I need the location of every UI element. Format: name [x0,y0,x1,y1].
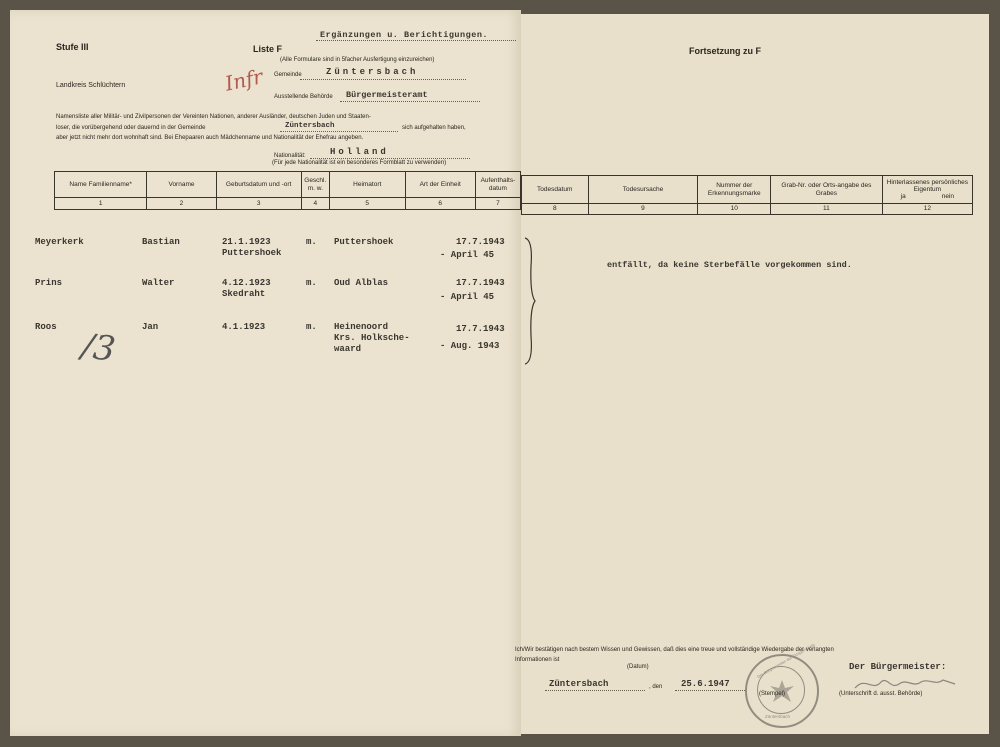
nationalitaet-note: (Für jede Nationalität ist ein besonderes Formblatt zu verwenden) [272,160,447,166]
behoerde-value: Bürgermeisteramt [346,90,428,100]
row-heimatort: Heinenoord [334,322,389,332]
row-geburtsdatum: 21.1.1923 [222,237,271,247]
row-heimatort: Puttershoek [334,237,394,247]
nationalitaet-value: Holland [330,147,389,157]
stufe-label: Stufe III [56,42,89,52]
stempel-label: (Stempel) [759,691,786,697]
pencil-page-mark: /3 [79,325,118,371]
gemeinde-line [300,79,466,80]
row-vorname: Bastian [142,237,180,247]
row-aufenthalt-start: 17.7.1943 [456,324,505,334]
col-number: 11 [771,204,883,215]
gemeinde-value: Züntersbach [326,67,419,77]
right-header-table [521,175,973,215]
col-header-erkennungsmarke: Nummer der Erkennungsmarke [698,176,771,204]
nationalitaet-line [310,158,470,159]
row-geburtsdatum: 4.1.1923 [222,322,266,332]
row-heimatort-line2: Krs. Holksche- [334,333,410,343]
red-pencil-mark: Infr [222,64,265,96]
signer-title: Der Bürgermeister: [849,662,947,672]
col-header-todesdatum: Todesdatum [522,176,589,204]
confirm-line-2: Informationen ist [515,657,560,663]
col-number: 9 [588,204,698,215]
heading-underline [316,40,516,41]
ort-value: Züntersbach [549,679,609,689]
liste-label: Liste F [253,44,283,54]
left-header-table [54,171,521,210]
col-header-einheit: Art der Einheit [405,172,475,198]
col-number: 6 [405,198,475,210]
col-number: 12 [882,204,972,215]
nein-label: nein [941,192,954,200]
behoerde-label: Ausstellende Behörde [274,94,333,100]
col-header-name: Name Familienname* [55,172,147,198]
formular-note: (Alle Formulare sind in 5facher Ausfertigung einzureichen) [280,57,435,63]
stamp-text-top: Der Bürgermeister der Ortsgemeinde [756,641,816,680]
col-number: 3 [216,198,301,210]
col-header-geschlecht: Geschl. m. w. [301,172,329,198]
row-aufenthalt-end: - April 45 [440,292,495,302]
intro-gemeinde-line [280,131,398,132]
eigentum-label: Hinterlassenes persönliches Eigentum [886,178,968,193]
right-page [515,14,989,734]
col-number: 8 [522,204,589,215]
intro-line-2c: sich aufgehalten haben, [402,125,466,131]
row-geburtsdatum: 4.12.1923 [222,278,271,288]
row-heimatort-line3: waard [334,344,362,354]
row-name: Prins [35,278,63,288]
ja-nein-row [883,193,972,200]
col-header-grab: Grab-Nr. oder Orts-angabe des Grabes [771,176,883,204]
gemeinde-label: Gemeinde [274,72,302,78]
intro-line-3: aber jetzt nicht mehr dort wohnhaft sind. Bei Ehepaaren auch Mädchenname und Nationalität der Ehefrau angeben. [56,135,364,141]
ort-line [545,690,645,691]
row-geschlecht: m. [306,322,317,332]
row-name: Meyerkerk [35,237,84,247]
nationalitaet-label: Nationalität: [274,153,306,159]
row-aufenthalt-end: - April 45 [440,250,495,260]
datum-line [675,690,745,691]
row-aufenthalt-end: - Aug. 1943 [440,341,500,351]
col-header-heimatort: Heimatort [329,172,405,198]
datum-value: 25.6.1947 [681,679,730,689]
signature-label: (Unterschrift d. ausst. Behörde) [839,691,923,697]
row-name: Roos [35,322,57,332]
col-header-eigentum [882,176,972,204]
confirm-line-1: Ich/Wir bestätigen nach bestem Wissen und Gewissen, daß dies eine treue und vollständige Wiedergabe der verlangten [515,647,834,653]
row-aufenthalt-start: 17.7.1943 [456,278,505,288]
entfaellt-note: entfällt, da keine Sterbefälle vorgekommen sind. [607,260,852,270]
col-header-vorname: Vorname [147,172,216,198]
row-vorname: Walter [142,278,175,288]
col-header-aufenthalt: Aufenthalts-datum [475,172,520,198]
row-heimatort: Oud Alblas [334,278,389,288]
row-geschlecht: m. [306,278,317,288]
row-geburtsort: Puttershoek [222,248,282,258]
col-header-geburt: Geburtsdatum und -ort [216,172,301,198]
stamp-text-bottom: Züntersbach [765,714,791,719]
row-aufenthalt-start: 17.7.1943 [456,237,505,247]
col-number: 2 [147,198,216,210]
col-number: 10 [698,204,771,215]
row-geschlecht: m. [306,237,317,247]
col-header-todesursache: Todesursache [588,176,698,204]
col-number: 4 [301,198,329,210]
col-number: 1 [55,198,147,210]
row-geburtsort: Skedraht [222,289,266,299]
grouping-brace [521,236,537,366]
ergaenzung-heading: Ergänzungen u. Berichtigungen. [320,30,489,40]
col-number: 7 [475,198,520,210]
row-vorname: Jan [142,322,159,332]
den-label: , den [649,684,663,690]
ja-label: ja [900,192,906,200]
behoerde-line [340,101,480,102]
intro-gemeinde-value: Züntersbach [285,122,335,130]
fortsetzung-title: Fortsetzung zu F [689,46,761,56]
col-number: 5 [329,198,405,210]
landkreis-label: Landkreis Schlüchtern [56,82,126,89]
intro-line-2a: loser, die vorübergehend oder dauernd in der Gemeinde [56,125,206,131]
datum-label: (Datum) [627,664,649,670]
intro-line-1: Namensliste aller Militär- und Zivilpersonen der Vereinten Nationen, anderer Ausländer, deutschen Juden und Staaten- [56,114,371,120]
left-page [10,10,521,736]
